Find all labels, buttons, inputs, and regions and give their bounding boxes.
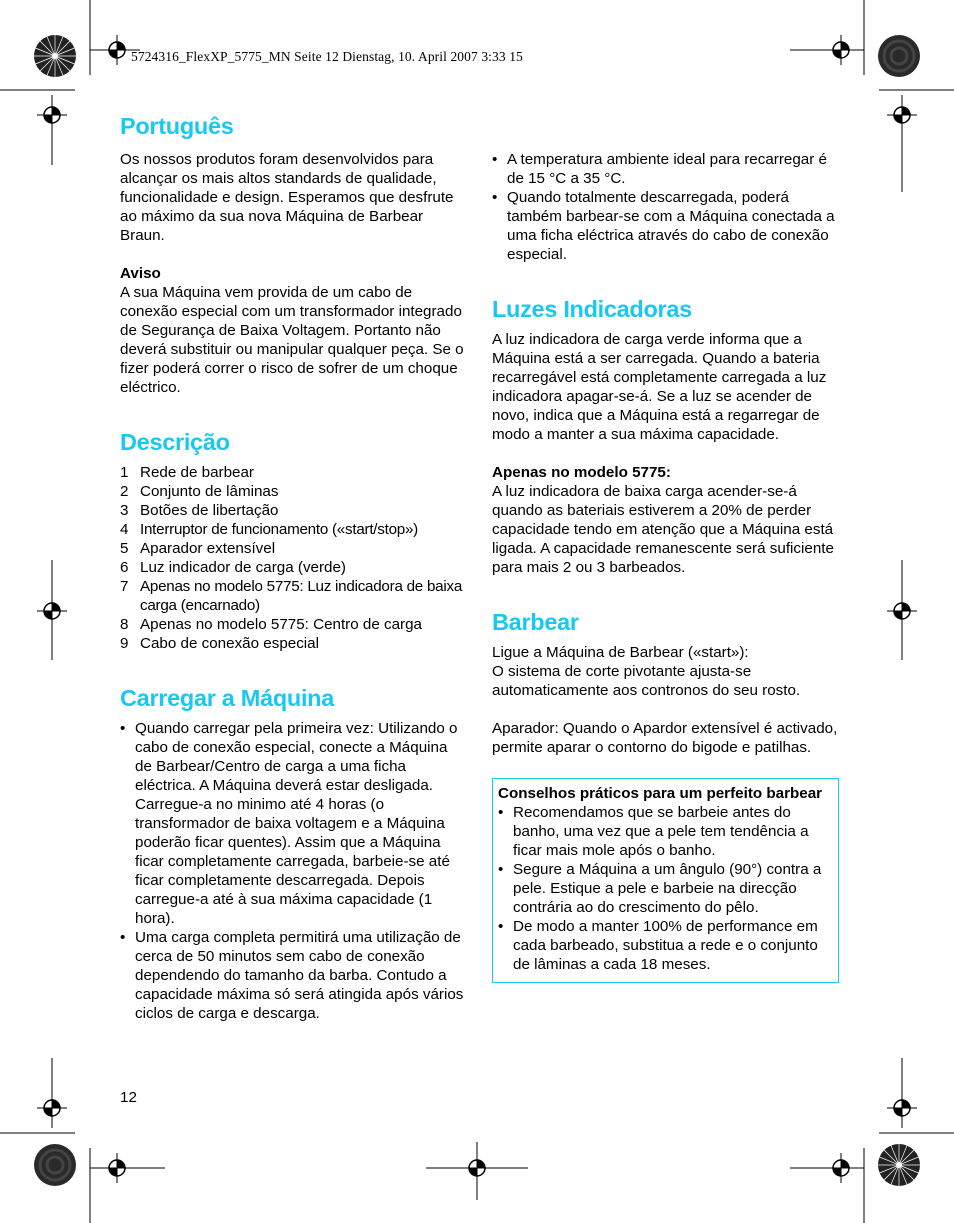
registration-target-icon [37,596,67,626]
warning-heading: Aviso [120,265,161,282]
section-title-descricao: Descrição [120,429,230,455]
charging-bullets [120,719,465,1023]
indicator-paragraph: A luz indicadora de carga verde informa que a Máquina está a ser carregada. Quando a bateria recarregável está completamente carregada a luz indicadora apagar-se-á. Se a luz se acender de novo, indica que a Máquina está a regarregar de modo a manter a sua máxima capacidade. [492,331,827,443]
charging-bullets-continued [492,150,839,264]
list-item: • Recomendamos que se barbeie antes do banho, uma vez que a pele tem tendência a ficar mais mole após o banho. [498,804,809,859]
list-item: 6 Luz indicador de carga (verde) [120,559,346,576]
list-item: 4 Interruptor de funcionamento («start/stop») [120,521,418,538]
print-slug-line: 5724316_FlexXP_5775_MN Seite 12 Dienstag, 10. April 2007 3:33 15 [131,49,523,64]
list-item: • De modo a manter 100% de performance em cada barbeado, substitua a rede e o conjunto de lâminas a cada 18 meses. [498,918,818,973]
shaving-paragraph-2: O sistema de corte pivotante ajusta-se automaticamente aos contronos do seu rosto. [492,663,801,699]
section-title-luzes: Luzes Indicadoras [492,296,692,322]
right-column [492,150,839,983]
list-item: 1 Rede de barbear [120,464,254,481]
density-disc-icon [877,34,921,78]
model-note-heading: Apenas no modelo 5775: [492,464,671,481]
registration-target-icon [37,1093,67,1123]
list-item: • A temperatura ambiente ideal para recarregar é de 15 °C a 35 °C. [492,151,827,187]
parts-list [120,463,465,653]
list-item: • Uma carga completa permitirá uma utilização de cerca de 50 minutos sem cabo de conexão dependendo do tamanho da barba. Contudo a capacidade máxima só será atingida após vários ciclos de carga e descarga. [120,929,464,1022]
list-item: 5 Aparador extensível [120,540,276,557]
list-item: 7 Apenas no modelo 5775: Luz indicadora de baixa carga (encarnado) [120,578,463,614]
registration-target-icon [826,35,856,65]
registration-target-icon [37,100,67,130]
tips-box [492,778,839,983]
list-item: 9 Cabo de conexão especial [120,635,320,652]
starburst-target-icon [33,34,77,78]
list-item: 2 Conjunto de lâminas [120,483,279,500]
registration-target-icon [102,35,132,65]
list-item: 8 Apenas no modelo 5775: Centro de carga [120,616,423,633]
section-title-portugues: Português [120,113,234,139]
warning-paragraph: A sua Máquina vem provida de um cabo de conexão especial com um transformador integrado de Segurança de Baixa Voltagem. Portanto não deverá substituir ou manipular qualquer peça. Se o fizer poderá correr o risco de sofrer de um choque eléctrico. [120,284,464,396]
list-item: • Segure a Máquina a um ângulo (90°) contra a pele. Estique a pele e barbeie na direcção contrária ao do crescimento do pêlo. [498,861,822,916]
list-item: 3 Botões de libertação [120,502,279,519]
registration-target-icon [102,1153,132,1183]
starburst-target-icon [877,1143,921,1187]
left-column [120,112,465,1023]
list-item: • Quando totalmente descarregada, poderá também barbear-se com a Máquina conectada a uma ficha eléctrica através do cabo de conexão especial. [492,189,835,263]
list-item: • Quando carregar pela primeira vez: Utilizando o cabo de conexão especial, conecte a Máquina de Barbear/Centro de carga a uma ficha eléctrica. A Máquina deverá estar desligada. Carregue-a no minimo até 4 horas (o transformador de baixa voltagem e a Máquina poderão ficar quentes). Assim que a Máquina ficar completamente carregada, barbeie-se até ficar completamente descarregada. Depois carregue-a até à sua máxima capacidade (1 hora). [120,720,458,927]
registration-target-icon [826,1153,856,1183]
model-note-paragraph: A luz indicadora de baixa carga acender-se-á quando as bateriais estiverem a 20% de perder capacidade tendo em atenção que a Máquina está ligada. A capacidade remanescente será suficiente para mais 2 ou 3 barbeados. [492,483,834,576]
intro-paragraph: Os nossos produtos foram desenvolvidos para alcançar os mais altos standards de qualidade, funcionalidade e design. Esperamos que desfrute ao máximo da sua nova Máquina de Barbear Braun. [120,151,454,244]
registration-target-icon [887,596,917,626]
page-number: 12 [120,1089,137,1106]
registration-target-icon [462,1153,492,1183]
section-title-carregar: Carregar a Máquina [120,685,335,711]
tips-list [498,803,834,974]
registration-target-icon [887,100,917,130]
trimmer-paragraph: Aparador: Quando o Apardor extensível é activado, permite aparar o contorno do bigode e patilhas. [492,720,838,756]
tips-heading: Conselhos práticos para um perfeito barbear [498,785,823,802]
registration-target-icon [887,1093,917,1123]
shaving-paragraph-1: Ligue a Máquina de Barbear («start»): [492,644,749,661]
section-title-barbear: Barbear [492,609,579,635]
density-disc-icon [33,1143,77,1187]
